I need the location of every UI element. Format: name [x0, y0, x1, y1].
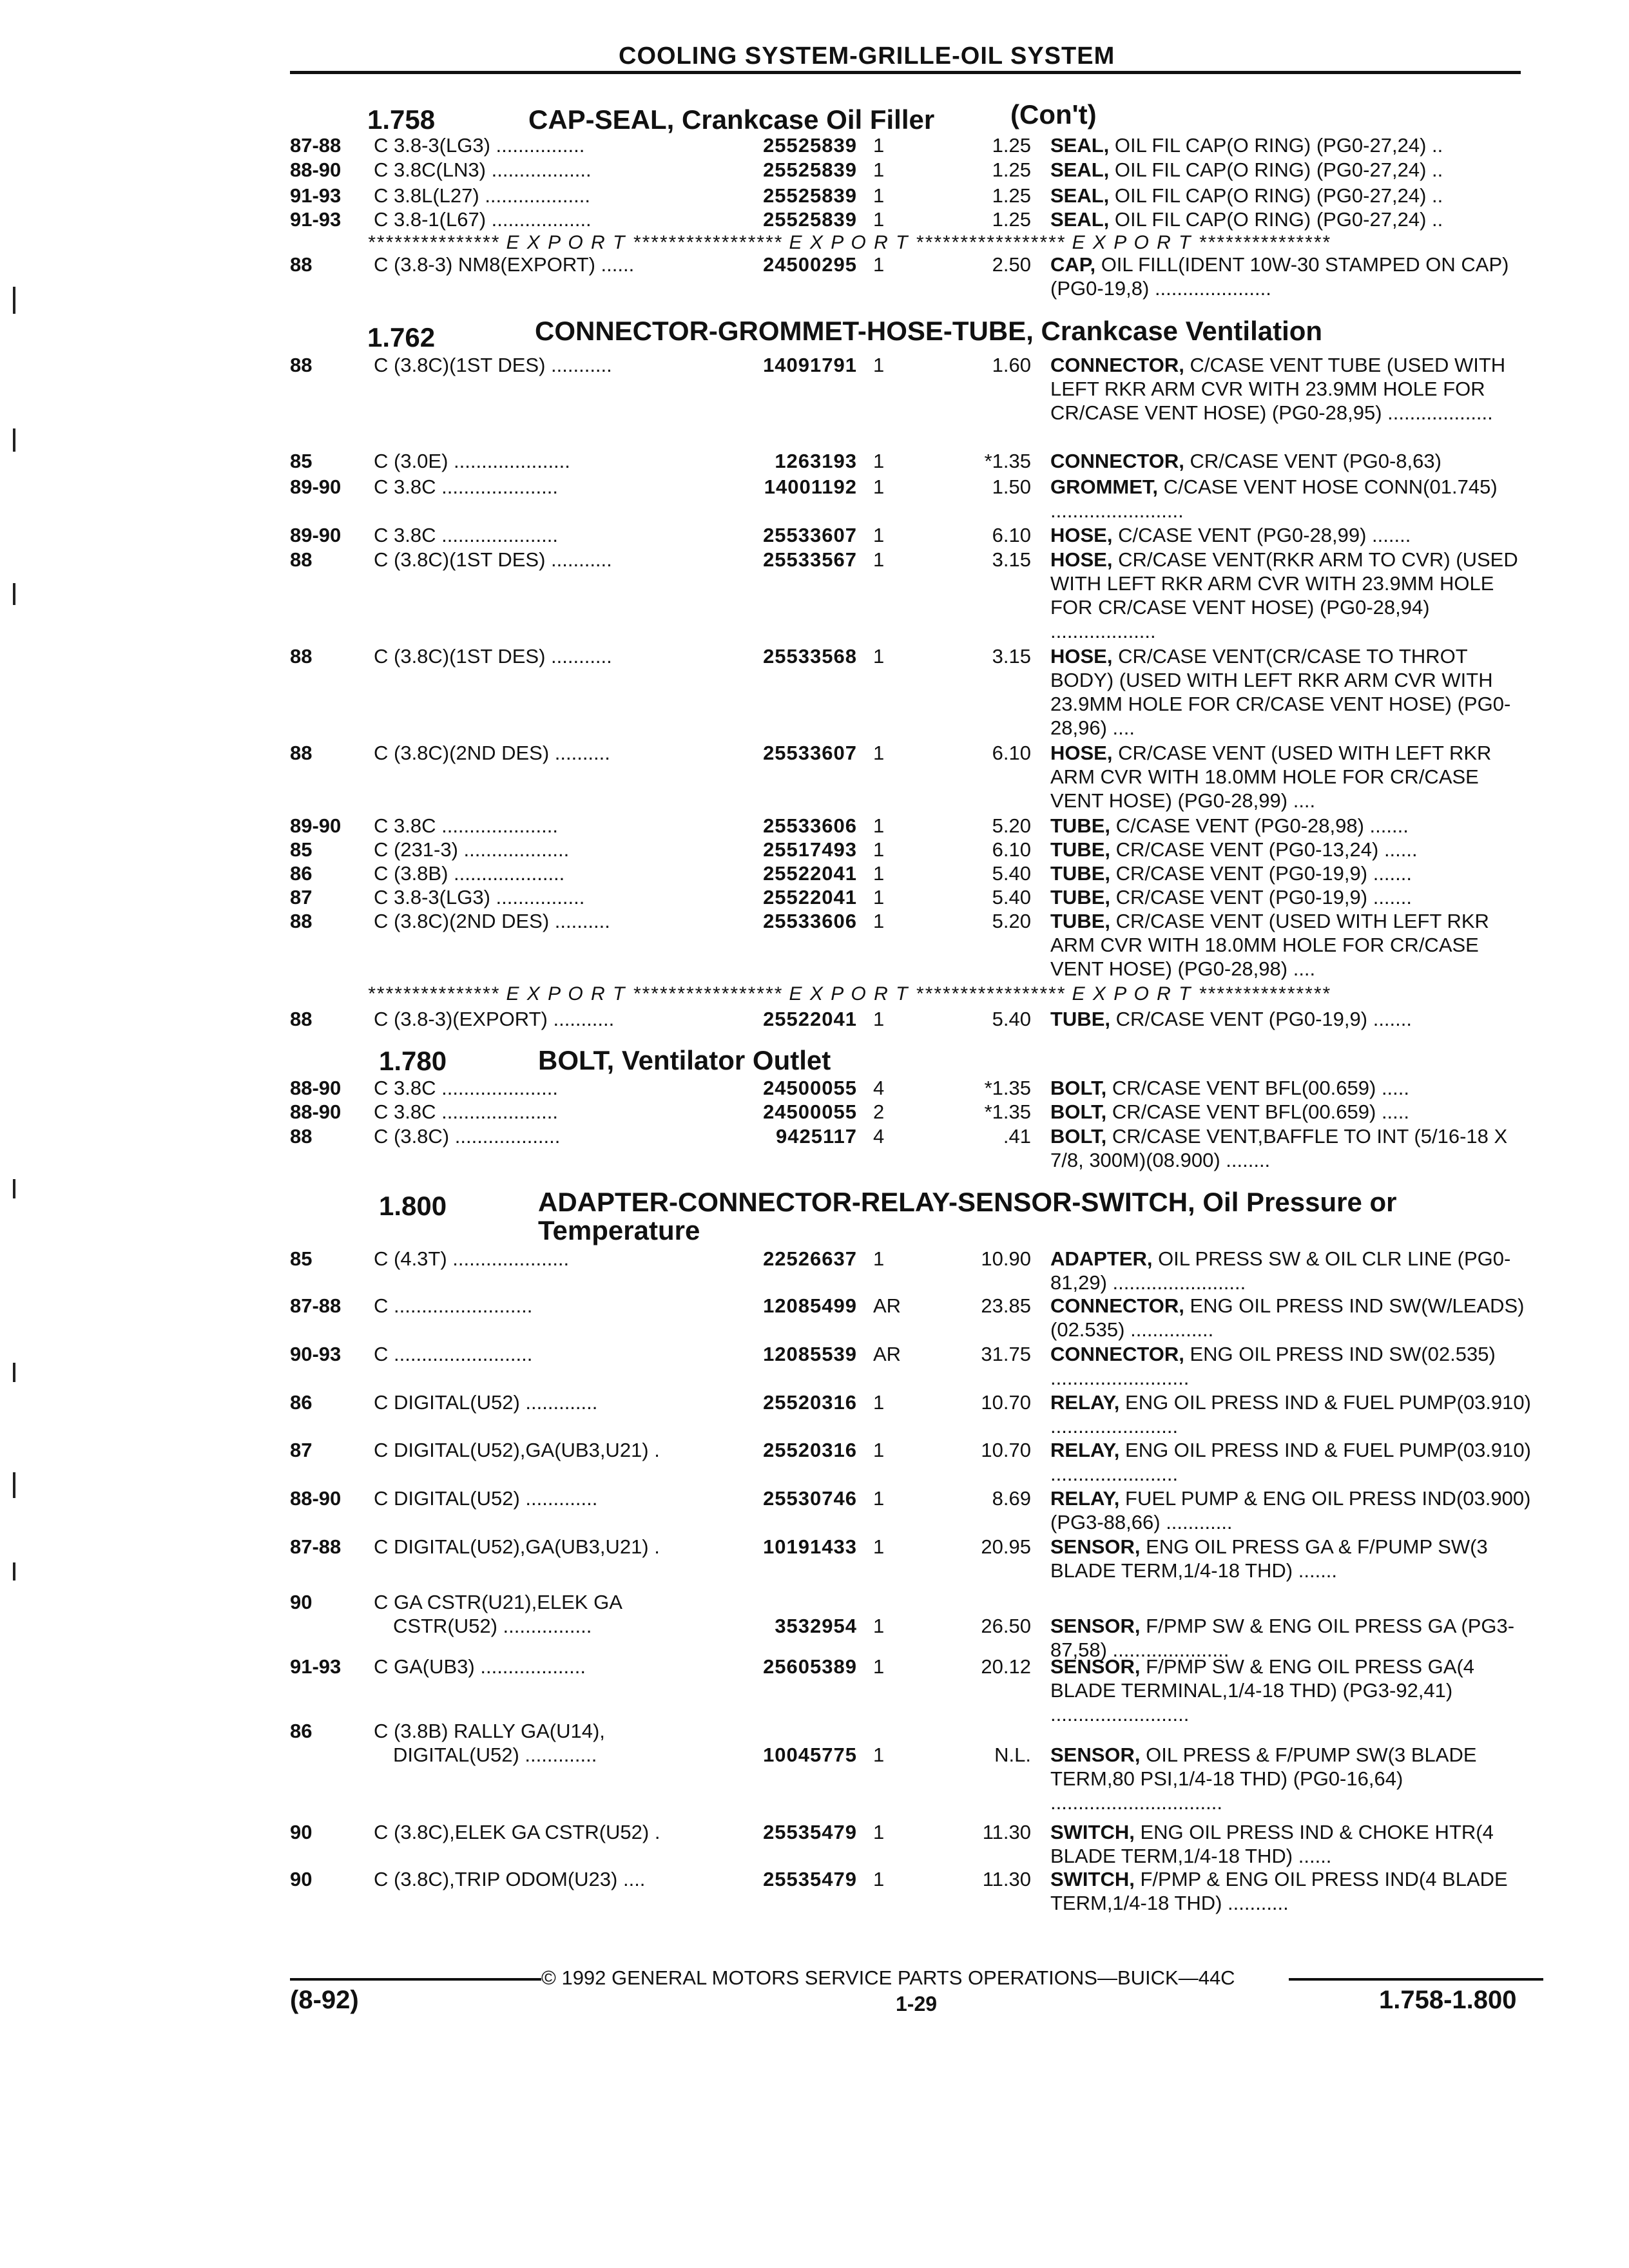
part-name: SENSOR, — [1050, 1744, 1141, 1766]
part-name: SWITCH, — [1050, 1821, 1135, 1843]
application-code: C (3.0E) ..................... — [374, 450, 570, 472]
quantity: 4 — [873, 1077, 885, 1099]
model-year: 87 — [290, 1439, 313, 1461]
application-code: C 3.8C ..................... — [374, 1100, 558, 1123]
price: 1.25 — [992, 134, 1031, 157]
part-name: RELAY, — [1050, 1487, 1120, 1510]
part-detail: CR/CASE VENT,BAFFLE TO INT (5/16-18 X 7/8, 300M)(08.900) ........ — [1050, 1125, 1508, 1171]
part-description — [1050, 1820, 1534, 1868]
quantity: 1 — [873, 134, 885, 157]
part-name: CONNECTOR, — [1050, 450, 1184, 472]
model-year: 88-90 — [290, 159, 342, 181]
application-code-line2: DIGITAL(U52) ............. — [393, 1744, 597, 1766]
part-number: 25535479 — [763, 1821, 857, 1843]
quantity: 2 — [873, 1100, 885, 1123]
application-code-line2: CSTR(U52) ................ — [393, 1615, 592, 1637]
part-number: 24500055 — [763, 1100, 857, 1123]
scan-margin-mark — [13, 1179, 15, 1198]
part-detail: ENG OIL PRESS IND SW(02.535) ......................... — [1050, 1343, 1496, 1389]
revision-date: (8-92) — [290, 1986, 359, 2014]
part-name: CONNECTOR, — [1050, 1294, 1184, 1317]
part-number: 12085539 — [763, 1343, 857, 1365]
part-description — [1050, 1655, 1534, 1726]
part-name: TUBE, — [1050, 1008, 1110, 1030]
part-detail: CR/CASE VENT (USED WITH LEFT RKR ARM CVR WITH 18.0MM HOLE FOR CR/CASE VENT HOSE) (PG0-28,98) .... — [1050, 910, 1489, 980]
part-detail: OIL FIL CAP(O RING) (PG0-27,24) .. — [1109, 134, 1443, 157]
price: *1.35 — [984, 1077, 1031, 1099]
section-title: CONNECTOR-GROMMET-HOSE-TUBE, Crankcase Ventilation — [535, 316, 1323, 346]
model-year: 91-93 — [290, 184, 342, 207]
quantity: 1 — [873, 1821, 885, 1843]
quantity: 1 — [873, 476, 885, 498]
price: 1.60 — [992, 354, 1031, 376]
application-code: C 3.8C ..................... — [374, 1077, 558, 1099]
part-description — [1050, 207, 1534, 231]
section-number: 1.800 — [379, 1191, 447, 1221]
export-divider: *************** E X P O R T ***************** E X P O R T ***************** E X P O R T *************** — [367, 232, 1331, 253]
application-code: C (3.8C),TRIP ODOM(U23) .... — [374, 1868, 646, 1890]
application-code: C (3.8B) RALLY GA(U14), — [374, 1720, 605, 1742]
section-title-line2: Temperature — [538, 1215, 700, 1245]
price: 10.90 — [981, 1247, 1031, 1270]
model-year: 90 — [290, 1868, 313, 1890]
part-name: HOSE, — [1050, 524, 1113, 546]
part-description — [1050, 861, 1534, 885]
part-description — [1050, 353, 1534, 425]
price: 23.85 — [981, 1294, 1031, 1317]
part-description — [1050, 1535, 1534, 1582]
part-detail: F/PMP SW & ENG OIL PRESS GA(4 BLADE TERMINAL,1/4-18 THD) (PG3-92,41) ......................... — [1050, 1655, 1475, 1725]
part-number: 9425117 — [776, 1125, 857, 1148]
price: 11.30 — [982, 1821, 1031, 1843]
quantity: 1 — [873, 1615, 885, 1637]
application-code: C (231-3) ................... — [374, 838, 570, 861]
part-description — [1050, 253, 1534, 300]
quantity: 1 — [873, 814, 885, 837]
part-detail: CR/CASE VENT (PG0-19,9) ....... — [1110, 862, 1412, 885]
model-year: 87 — [290, 886, 313, 908]
part-number: 25525839 — [763, 184, 857, 207]
part-detail: OIL PRESS SW & OIL CLR LINE (PG0-81,29) ........................ — [1050, 1247, 1511, 1294]
part-name: HOSE, — [1050, 548, 1113, 571]
price: .41 — [1003, 1125, 1031, 1148]
part-number: 25520316 — [763, 1391, 857, 1414]
model-year: 85 — [290, 1247, 313, 1270]
part-description — [1050, 1007, 1534, 1031]
price: 1.25 — [992, 208, 1031, 231]
application-code: C GA CSTR(U21),ELEK GA — [374, 1591, 622, 1613]
quantity: AR — [873, 1343, 901, 1365]
section-range: 1.758-1.800 — [1379, 1986, 1517, 2014]
model-year: 88 — [290, 548, 313, 571]
part-description — [1050, 1124, 1534, 1172]
part-detail: OIL PRESS & F/PUMP SW(3 BLADE TERM,80 PSI,1/4-18 THD) (PG0-16,64) ............................... — [1050, 1744, 1477, 1814]
part-description — [1050, 475, 1534, 523]
quantity: 1 — [873, 1868, 885, 1890]
quantity: 1 — [873, 524, 885, 546]
section-title-continued: (Con't) — [1010, 99, 1097, 130]
part-number: 25517493 — [763, 838, 857, 861]
export-divider: *************** E X P O R T ***************** E X P O R T ***************** E X P O R T *************** — [367, 983, 1331, 1004]
model-year: 91-93 — [290, 1655, 342, 1678]
scan-margin-mark — [13, 1472, 15, 1498]
part-description — [1050, 1294, 1534, 1341]
part-detail: OIL FIL CAP(O RING) (PG0-27,24) .. — [1109, 184, 1443, 207]
model-year: 88-90 — [290, 1100, 342, 1123]
part-detail: ENG OIL PRESS IND & CHOKE HTR(4 BLADE TERM,1/4-18 THD) ...... — [1050, 1821, 1494, 1867]
price: 1.25 — [992, 159, 1031, 181]
application-code: C DIGITAL(U52),GA(UB3,U21) . — [374, 1535, 660, 1558]
section-number: 1.758 — [367, 104, 436, 135]
part-detail: F/PMP & ENG OIL PRESS IND(4 BLADE TERM,1/4-18 THD) ........... — [1050, 1868, 1508, 1914]
price: 5.40 — [992, 1008, 1031, 1030]
part-number: 1263193 — [775, 450, 857, 472]
model-year: 88 — [290, 645, 313, 668]
application-code: C ......................... — [374, 1294, 533, 1317]
part-description — [1050, 1342, 1534, 1390]
part-name: TUBE, — [1050, 886, 1110, 908]
part-description — [1050, 133, 1534, 157]
price: N.L. — [994, 1744, 1031, 1766]
header-rule — [290, 71, 1521, 74]
quantity: 1 — [873, 862, 885, 885]
part-detail: CR/CASE VENT (PG0-19,9) ....... — [1110, 1008, 1412, 1030]
part-name: RELAY, — [1050, 1391, 1120, 1414]
part-name: CONNECTOR, — [1050, 1343, 1184, 1365]
price: *1.35 — [984, 1100, 1031, 1123]
part-description — [1050, 1486, 1534, 1534]
part-description — [1050, 1247, 1534, 1294]
section-title: CAP-SEAL, Crankcase Oil Filler — [528, 104, 935, 135]
application-code: C (3.8-3) NM8(EXPORT) ...... — [374, 253, 635, 276]
application-code: C (3.8C),ELEK GA CSTR(U52) . — [374, 1821, 660, 1843]
page-number: 1-29 — [896, 1992, 938, 2015]
application-code: C DIGITAL(U52) ............. — [374, 1487, 598, 1510]
part-detail: CR/CASE VENT BFL(00.659) ..... — [1106, 1100, 1410, 1123]
price: 20.95 — [981, 1535, 1031, 1558]
application-code: C 3.8-3(LG3) ................ — [374, 886, 585, 908]
part-number: 25520316 — [763, 1439, 857, 1461]
part-detail: ENG OIL PRESS IND & FUEL PUMP(03.910) ....................... — [1050, 1391, 1531, 1437]
price: 8.69 — [992, 1487, 1031, 1510]
part-description — [1050, 523, 1534, 547]
part-detail: ENG OIL PRESS GA & F/PUMP SW(3 BLADE TERM,1/4-18 THD) ....... — [1050, 1535, 1488, 1582]
application-code: C 3.8-3(LG3) ................ — [374, 134, 585, 157]
part-number: 25533606 — [763, 814, 857, 837]
part-detail: ENG OIL PRESS IND & FUEL PUMP(03.910) ....................... — [1050, 1439, 1531, 1485]
quantity: AR — [873, 1294, 901, 1317]
part-number: 25533607 — [763, 524, 857, 546]
part-number: 25522041 — [763, 1008, 857, 1030]
quantity: 1 — [873, 184, 885, 207]
part-description — [1050, 1743, 1534, 1814]
part-name: TUBE, — [1050, 910, 1110, 932]
price: 5.20 — [992, 910, 1031, 932]
model-year: 86 — [290, 862, 313, 885]
price: 5.40 — [992, 862, 1031, 885]
price: 20.12 — [981, 1655, 1031, 1678]
quantity: 4 — [873, 1125, 885, 1148]
part-description — [1050, 1390, 1534, 1438]
price: 11.30 — [982, 1868, 1031, 1890]
part-detail: CR/CASE VENT (PG0-19,9) ....... — [1110, 886, 1412, 908]
application-code: C 3.8-1(L67) .................. — [374, 208, 592, 231]
part-description — [1050, 644, 1534, 740]
part-name: SENSOR, — [1050, 1615, 1141, 1637]
application-code: C (3.8B) .................... — [374, 862, 565, 885]
model-year: 85 — [290, 838, 313, 861]
price: 3.15 — [992, 548, 1031, 571]
part-number: 24500295 — [763, 253, 857, 276]
part-name: SWITCH, — [1050, 1868, 1135, 1890]
part-name: GROMMET, — [1050, 476, 1159, 498]
quantity: 1 — [873, 1391, 885, 1414]
part-name: SEAL, — [1050, 184, 1110, 207]
application-code: C ......................... — [374, 1343, 533, 1365]
part-name: CONNECTOR, — [1050, 354, 1184, 376]
part-number: 14001192 — [764, 476, 857, 498]
application-code: C (3.8C)(2ND DES) .......... — [374, 742, 610, 764]
price: *1.35 — [984, 450, 1031, 472]
price: 5.20 — [992, 814, 1031, 837]
quantity: 1 — [873, 1487, 885, 1510]
section-number: 1.762 — [367, 322, 436, 352]
price: 26.50 — [981, 1615, 1031, 1637]
quantity: 1 — [873, 253, 885, 276]
model-year: 90 — [290, 1821, 313, 1843]
part-detail: C/CASE VENT HOSE CONN(01.745) ........................ — [1050, 476, 1498, 522]
application-code: C 3.8C ..................... — [374, 524, 558, 546]
part-number: 14091791 — [763, 354, 857, 376]
price: 31.75 — [981, 1343, 1031, 1365]
part-name: HOSE, — [1050, 645, 1113, 668]
quantity: 1 — [873, 159, 885, 181]
part-detail: C/CASE VENT (PG0-28,99) ....... — [1112, 524, 1411, 546]
application-code: C DIGITAL(U52),GA(UB3,U21) . — [374, 1439, 660, 1461]
price: 6.10 — [992, 524, 1031, 546]
part-description — [1050, 184, 1534, 207]
footer-rule-left — [290, 1978, 541, 1981]
scan-margin-mark — [13, 583, 15, 605]
part-number: 12085499 — [763, 1294, 857, 1317]
scan-margin-mark — [13, 287, 15, 314]
model-year: 89-90 — [290, 524, 342, 546]
part-number: 10045775 — [763, 1744, 857, 1766]
part-name: HOSE, — [1050, 742, 1113, 764]
application-code: C (4.3T) ..................... — [374, 1247, 570, 1270]
part-number: 25530746 — [763, 1487, 857, 1510]
application-code: C DIGITAL(U52) ............. — [374, 1391, 598, 1414]
application-code: C (3.8C) ................... — [374, 1125, 561, 1148]
page-header-title: COOLING SYSTEM-GRILLE-OIL SYSTEM — [619, 43, 1115, 70]
part-description — [1050, 909, 1534, 981]
price: 10.70 — [981, 1439, 1031, 1461]
part-detail: CR/CASE VENT (USED WITH LEFT RKR ARM CVR WITH 18.0MM HOLE FOR CR/CASE VENT HOSE) (PG0-28,99) .... — [1050, 742, 1492, 812]
part-name: TUBE, — [1050, 814, 1110, 837]
part-name: RELAY, — [1050, 1439, 1120, 1461]
part-name: SEAL, — [1050, 159, 1110, 181]
part-name: CAP, — [1050, 253, 1096, 276]
quantity: 1 — [873, 742, 885, 764]
model-year: 88 — [290, 1008, 313, 1030]
part-description — [1050, 449, 1534, 473]
quantity: 1 — [873, 208, 885, 231]
part-detail: CR/CASE VENT(CR/CASE TO THROT BODY) (USED WITH LEFT RKR ARM CVR WITH 23.9MM HOLE FOR CR/CASE VENT HOSE) (PG0-28,96) .... — [1050, 645, 1511, 739]
part-detail: CR/CASE VENT (PG0-8,63) — [1184, 450, 1441, 472]
part-detail: CR/CASE VENT BFL(00.659) ..... — [1106, 1077, 1410, 1099]
quantity: 1 — [873, 1535, 885, 1558]
quantity: 1 — [873, 1008, 885, 1030]
part-number: 22526637 — [763, 1247, 857, 1270]
quantity: 1 — [873, 910, 885, 932]
model-year: 86 — [290, 1391, 313, 1414]
application-code: C 3.8L(L27) ................... — [374, 184, 590, 207]
part-name: BOLT, — [1050, 1100, 1107, 1123]
quantity: 1 — [873, 1744, 885, 1766]
part-detail: C/CASE VENT (PG0-28,98) ....... — [1110, 814, 1409, 837]
part-description — [1050, 1100, 1534, 1124]
quantity: 1 — [873, 645, 885, 668]
part-description — [1050, 1076, 1534, 1100]
part-detail: ENG OIL PRESS IND SW(W/LEADS)(02.535) ............... — [1050, 1294, 1525, 1341]
part-name: SEAL, — [1050, 208, 1110, 231]
part-description — [1050, 838, 1534, 861]
model-year: 88 — [290, 354, 313, 376]
model-year: 91-93 — [290, 208, 342, 231]
part-name: TUBE, — [1050, 838, 1110, 861]
application-code: C 3.8C ..................... — [374, 476, 558, 498]
part-number: 10191433 — [763, 1535, 857, 1558]
part-number: 25522041 — [763, 862, 857, 885]
scan-margin-mark — [13, 1562, 15, 1581]
quantity: 1 — [873, 548, 885, 571]
application-code: C (3.8C)(1ST DES) ........... — [374, 354, 612, 376]
quantity: 1 — [873, 838, 885, 861]
part-number: 25522041 — [763, 886, 857, 908]
section-number: 1.780 — [379, 1046, 447, 1076]
part-name: SENSOR, — [1050, 1535, 1141, 1558]
application-code: C GA(UB3) ................... — [374, 1655, 586, 1678]
part-name: BOLT, — [1050, 1125, 1107, 1148]
part-detail: OIL FIL CAP(O RING) (PG0-27,24) .. — [1109, 159, 1443, 181]
part-description — [1050, 741, 1534, 812]
quantity: 1 — [873, 354, 885, 376]
price: 2.50 — [992, 253, 1031, 276]
part-number: 24500055 — [763, 1077, 857, 1099]
model-year: 88 — [290, 1125, 313, 1148]
part-name: ADAPTER, — [1050, 1247, 1153, 1270]
price: 10.70 — [981, 1391, 1031, 1414]
section-title: ADAPTER-CONNECTOR-RELAY-SENSOR-SWITCH, Oil Pressure or — [538, 1187, 1397, 1217]
application-code: C 3.8C ..................... — [374, 814, 558, 837]
part-name: BOLT, — [1050, 1077, 1107, 1099]
price: 1.25 — [992, 184, 1031, 207]
footer-rule-right — [1289, 1978, 1543, 1981]
model-year: 88-90 — [290, 1077, 342, 1099]
model-year: 88 — [290, 253, 313, 276]
part-description — [1050, 548, 1534, 643]
model-year: 89-90 — [290, 814, 342, 837]
quantity: 1 — [873, 1247, 885, 1270]
model-year: 90-93 — [290, 1343, 342, 1365]
quantity: 1 — [873, 1439, 885, 1461]
part-name: SEAL, — [1050, 134, 1110, 157]
part-number: 25533607 — [763, 742, 857, 764]
part-name: SENSOR, — [1050, 1655, 1141, 1678]
application-code: C (3.8C)(2ND DES) .......... — [374, 910, 610, 932]
model-year: 89-90 — [290, 476, 342, 498]
part-number: 25525839 — [763, 159, 857, 181]
part-name: TUBE, — [1050, 862, 1110, 885]
price: 6.10 — [992, 742, 1031, 764]
part-detail: OIL FIL CAP(O RING) (PG0-27,24) .. — [1109, 208, 1443, 231]
application-code: C (3.8C)(1ST DES) ........... — [374, 548, 612, 571]
part-description — [1050, 885, 1534, 909]
part-number: 3532954 — [775, 1615, 857, 1637]
part-detail: C/CASE VENT TUBE (USED WITH LEFT RKR ARM CVR WITH 23.9MM HOLE FOR CR/CASE VENT HOSE) (PG0-28,95) ................... — [1050, 354, 1506, 424]
model-year: 90 — [290, 1591, 313, 1613]
model-year: 85 — [290, 450, 313, 472]
part-number: 25535479 — [763, 1868, 857, 1890]
price: 6.10 — [992, 838, 1031, 861]
part-description — [1050, 1438, 1534, 1486]
price: 3.15 — [992, 645, 1031, 668]
part-description — [1050, 814, 1534, 838]
part-number: 25605389 — [763, 1655, 857, 1678]
part-number: 25533606 — [763, 910, 857, 932]
part-detail: CR/CASE VENT (PG0-13,24) ...... — [1110, 838, 1418, 861]
scan-margin-mark — [13, 428, 15, 452]
part-detail: CR/CASE VENT(RKR ARM TO CVR) (USED WITH LEFT RKR ARM CVR WITH 23.9MM HOLE FOR CR/CASE VENT HOSE) (PG0-28,94) ................... — [1050, 548, 1518, 642]
application-code: C (3.8-3)(EXPORT) ........... — [374, 1008, 615, 1030]
part-number: 25525839 — [763, 134, 857, 157]
part-detail: OIL FILL(IDENT 10W-30 STAMPED ON CAP) (PG0-19,8) ..................... — [1050, 253, 1509, 300]
section-title: BOLT, Ventilator Outlet — [538, 1045, 831, 1075]
part-description — [1050, 158, 1534, 182]
application-code: C (3.8C)(1ST DES) ........... — [374, 645, 612, 668]
part-detail: FUEL PUMP & ENG OIL PRESS IND(03.900) (PG3-88,66) ............ — [1050, 1487, 1531, 1533]
model-year: 86 — [290, 1720, 313, 1742]
quantity: 1 — [873, 1655, 885, 1678]
price: 5.40 — [992, 886, 1031, 908]
part-number: 25533567 — [763, 548, 857, 571]
part-description — [1050, 1867, 1534, 1915]
part-number: 25525839 — [763, 208, 857, 231]
application-code: C 3.8C(LN3) .................. — [374, 159, 592, 181]
scan-margin-mark — [13, 1363, 15, 1382]
model-year: 87-88 — [290, 1535, 342, 1558]
part-detail: F/PMP SW & ENG OIL PRESS GA (PG3-87,58) ..................... — [1050, 1615, 1515, 1661]
copyright-line: © 1992 GENERAL MOTORS SERVICE PARTS OPERATIONS—BUICK—44C — [541, 1966, 1235, 1989]
model-year: 87-88 — [290, 134, 342, 157]
model-year: 88 — [290, 910, 313, 932]
quantity: 1 — [873, 450, 885, 472]
part-number: 25533568 — [763, 645, 857, 668]
model-year: 88 — [290, 742, 313, 764]
quantity: 1 — [873, 886, 885, 908]
model-year: 87-88 — [290, 1294, 342, 1317]
price: 1.50 — [992, 476, 1031, 498]
model-year: 88-90 — [290, 1487, 342, 1510]
